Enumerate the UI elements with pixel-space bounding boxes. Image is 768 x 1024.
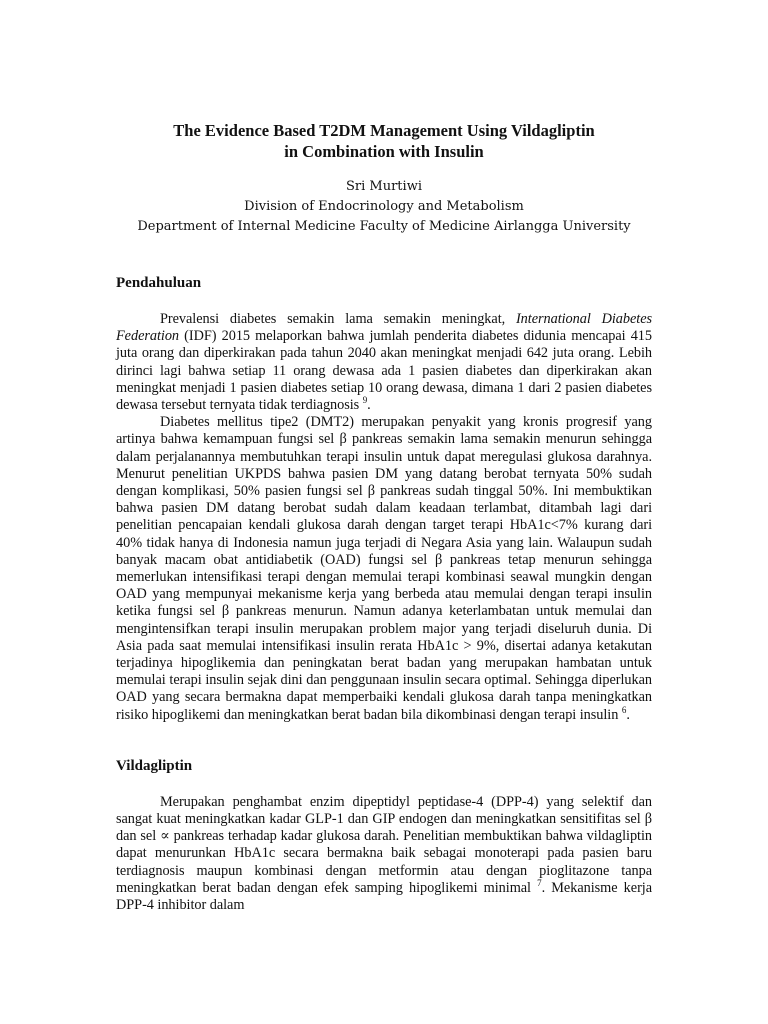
para3-text-a: Merupakan penghambat enzim dipeptidyl peptidase-4 (DPP-4) yang selektif dan sangat kuat meningkatkan kadar GLP-1 dan GIP endogen dan meningkatkan sensitifitas sel β dan sel ∝ pankreas terhadap kadar glukosa darah. Penelitian membuktikan bahwa vildagliptin dapat menurunkan HbA1c secara bermakna baik sebagai monoterapi pada pasien baru terdiagnosis maupun kombinasi dengan metformin atau dengan pioglitazone tanpa meningkatkan berat badan dengan efek samping hipoglikemi minimal (116, 793, 652, 896)
paragraph-vildagliptin-1 (116, 794, 652, 914)
para2-end: . (626, 706, 630, 723)
author-block (116, 177, 652, 237)
author-name: Sri Murtiwi (346, 179, 422, 194)
title-line-2: in Combination with Insulin (284, 142, 484, 161)
paper-title (116, 120, 652, 162)
author-affiliation-division: Division of Endocrinology and Metabolism (244, 199, 524, 214)
para1-text-a: Prevalensi diabetes semakin lama semakin meningkat, (160, 311, 516, 327)
section-heading-vildagliptin: Vildagliptin (116, 757, 193, 774)
section-heading-pendahuluan: Pendahuluan (116, 275, 202, 291)
title-line-1: The Evidence Based T2DM Management Using Vildagliptin (173, 121, 595, 140)
para1-text-b: (IDF) 2015 melaporkan bahwa jumlah penderita diabetes didunia mencapai 415 juta orang dan diperkirakan pada tahun 2040 akan meningkat menjadi 642 juta orang. Lebih dirinci lagi bahwa setiap 11 orang dewasa ada 1 pasien diabetes dan diperkirakan akan meningkat menjadi 1 pasien diabetes setiap 10 orang dewasa, dimana 1 dari 2 pasien diabetes dewasa tersebut ternyata tidak terdiagnosis (116, 328, 652, 414)
citation-6: 6 (621, 704, 627, 715)
para1-text-c: . (367, 397, 371, 414)
citation-7: 7 (537, 878, 542, 889)
paragraph-pendahuluan-2 (116, 414, 652, 724)
citation-9: 9 (362, 395, 368, 406)
author-affiliation-department: Department of Internal Medicine Faculty of Medicine Airlangga University (137, 219, 631, 234)
para1-idf-name: International Diabetes Federation (116, 311, 652, 345)
para2-text: Diabetes mellitus tipe2 (DMT2) merupakan penyakit yang kronis progresif yang artinya bahwa kemampuan fungsi sel β pankreas semakin lama semakin menurun sehingga dalam perjalanannya membutuhkan terapi insulin untuk dapat meregulasi glukosa darahnya. Menurut penelitian UKPDS bahwa pasien DM yang datang berobat ternyata 50% sudah dengan komplikasi, 50% pasien fungsi sel β pankreas sudah tinggal 50%. Ini membuktikan bahwa pasien DM datang berobat sudah dalam keadaan terlambat, ditambah lagi dari penelitian pencapaian kendali glukosa darah dengan target terapi HbA1c<7% kurang dari 40% tidak hanya di Indonesia namun juga terjadi di Negara Asia yang lain. Walaupun sudah banyak macam obat antidiabetik (OAD) fungsi sel β pankreas tetap menurun sehingga memerlukan intensifikasi terapi dengan memulai terapi kombinasi seawal mungkin dengan OAD yang mempunyai mekanisme kerja yang berbeda atau memulai dengan terapi insulin ketika fungsi sel β pankreas menurun. Namun adanya keterlambatan untuk memulai dan mengintensifkan terapi insulin merupakan problem major yang terjadi diseluruh dunia. Di Asia pada saat memulai intensifikasi insulin rerata HbA1c > 9%, disertai adanya ketakutan terjadinya hipoglikemia dan peningkatan berat badan yang merupakan hambatan untuk memulai terapi insulin sejak dini dan penggunaan insulin secara optimal. Sehingga diperlukan OAD yang secara bermakna dapat memperbaiki kendali glukosa darah tanpa meningkatkan risiko hipoglikemi dan meningkatkan berat badan bila dikombinasi dengan terapi insulin (116, 414, 652, 723)
para3-text-b: . Mekanisme kerja DPP-4 inhibitor dalam (116, 879, 652, 914)
paragraph-pendahuluan-1 (116, 311, 652, 414)
